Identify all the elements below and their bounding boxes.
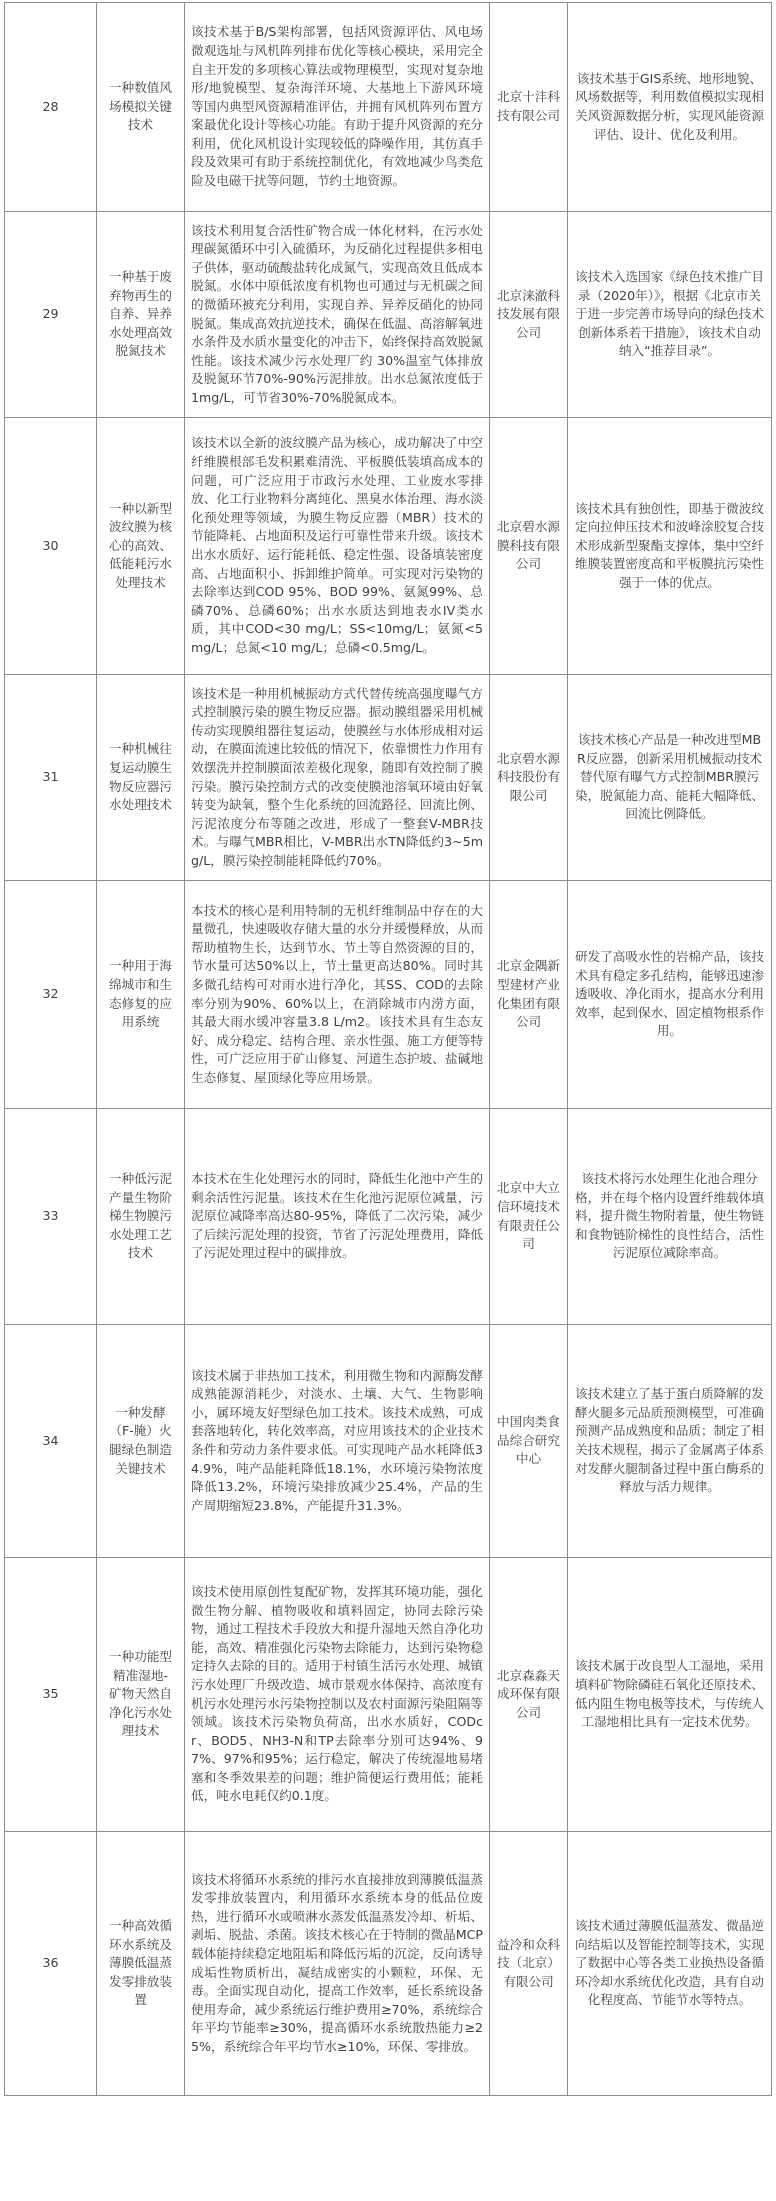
- table-row: [5, 418, 772, 675]
- technology-name: 一种基于废弃物再生的自养、异养水处理高效脱氮技术: [97, 212, 185, 418]
- table-row: [5, 1325, 772, 1558]
- table-row: [5, 212, 772, 418]
- technology-description: 本技术在生化处理污水的同时，降低生化池中产生的剩余活性污泥量。该技术在生化池污泥原位减量，污泥原位减降率高达80-95%，降低了二次污染，减少了后续污泥处理的投资，节省了污泥处理费用，降低了污泥处理过程中的碳排放。: [185, 1109, 490, 1325]
- row-number: 36: [5, 1832, 97, 2096]
- applicant-organization: 益冷和众科技（北京）有限公司: [490, 1832, 568, 2096]
- technology-feature: 该技术属于改良型人工湿地，采用填料矿物除磷硅石氧化还原技术、低内阻生物电极等技术，与传统人工湿地相比具有一定技术优势。: [568, 1558, 772, 1832]
- row-number: 34: [5, 1325, 97, 1558]
- technology-feature: 研发了高吸水性的岩棉产品，该技术具有稳定多孔结构，能够迅速渗透吸收、净化雨水，提高水分利用效率，起到保水、固定植物根系作用。: [568, 881, 772, 1109]
- technology-name: 一种发酵（F-腌）火腿绿色制造关键技术: [97, 1325, 185, 1558]
- technology-feature: 该技术将污水处理生化池合理分格，并在每个格内设置纤维载体填料，提升微生物附着量，使生物链和食物链阶梯性的良性结合，活性污泥原位减除率高。: [568, 1109, 772, 1325]
- applicant-organization: 北京中大立信环境技术有限责任公司: [490, 1109, 568, 1325]
- technology-name: 一种高效循环水系统及薄膜低温蒸发零排放装置: [97, 1832, 185, 2096]
- row-number: 29: [5, 212, 97, 418]
- technology-description: 该技术利用复合活性矿物合成一体化材料，在污水处理碳氮循环中引入硫循环，为反硝化过程提供多相电子供体，驱动硫酸盐转化成氮气，实现高效且低成本脱氮。水体中原低浓度有机物也可通过与无机碳之间的微循环被充分利用，实现自养、异养反硝化的协同脱氮。集成高效抗逆技术，确保在低温、高溶解氧进水条件及水质水量变化的冲击下，始终保持高效脱氮性能。该技术减少污水处理厂约 30%温室气体排放及脱氮环节70%-90%污泥排放。出水总氮浓度低于1mg/L，可节省30%-70%脱氮成本。: [185, 212, 490, 418]
- row-number: 28: [5, 3, 97, 212]
- technology-description: 该技术使用原创性复配矿物，发挥其环境功能，强化微生物分解、植物吸收和填料固定，协同去除污染物，通过工程技术手段放大和提升湿地天然自净化功能，高效、精准强化污染物去除能力，达到污染物稳定持久去除的目的。适用于村镇生活污水处理、城镇污水处理厂升级改造、城市景观水体保持、高浓度有机污水处理污水污染物控制以及农村面源污染阻隔等领域。该技术污染物负荷高，出水水质好，CODcr、BOD5、NH3-N和TP去除率分别可达94%、97%、97%和95%；运行稳定，解决了传统湿地易堵塞和冬季效果差的问题；维护简便运行费用低；能耗低，吨水电耗仅约0.1度。: [185, 1558, 490, 1832]
- row-number: 32: [5, 881, 97, 1109]
- technology-description: 该技术是一种用机械振动方式代替传统高强度曝气方式控制膜污染的膜生物反应器。振动膜组器采用机械传动实现膜组器往复运动，使膜丝与水体形成相对运动，在膜面流速比较低的情况下，依靠惯性力作用有效摆洗并控制膜面浓差极化现象，随即有效控制了膜污染。膜污染控制方式的改变使膜池溶氧环境由好氧转变为缺氧，整个生化系统的回流路径、回流比例、污泥浓度分布等随之改进，形成了一整套V-MBR技术。与曝气MBR相比，V-MBR出水TN降低约3~5mg/L，膜污染控制能耗降低约70%。: [185, 675, 490, 881]
- technology-feature: 该技术通过薄膜低温蒸发、微晶逆向结垢以及智能控制等技术，实现了数据中心等各类工业换热设备循环冷却水系统优化改造，具有自动化程度高、节能节水等特点。: [568, 1832, 772, 2096]
- row-number: 33: [5, 1109, 97, 1325]
- technology-table: [4, 2, 772, 2096]
- row-number: 30: [5, 418, 97, 675]
- technology-description: 该技术将循环水系统的排污水直接排放到薄膜低温蒸发零排放装置内，利用循环水系统本身的低品位废热，进行循环水或喷淋水蒸发低温蒸发冷却、析垢、剥垢、脱盐、杀菌。该技术核心在于特制的微晶MCP载体能持续稳定地阻垢和降低污垢的沉淀，反向诱导成垢性物质析出，凝结成密实的小颗粒，环保、无毒。全面实现自动化，提高工作效率，延长系统设备使用寿命，减少系统运行维护费用≥70%，系统综合年平均节能率≥30%，提高循环水系统散热能力≥25%，系统综合年平均节水≥10%，环保、零排放。: [185, 1832, 490, 2096]
- table-row: [5, 881, 772, 1109]
- applicant-organization: 北京涞澈科技发展有限公司: [490, 212, 568, 418]
- row-number: 35: [5, 1558, 97, 1832]
- applicant-organization: 中国肉类食品综合研究中心: [490, 1325, 568, 1558]
- technology-name: 一种用于海绵城市和生态修复的应用系统: [97, 881, 185, 1109]
- technology-description: 该技术基于B/S架构部署，包括风资源评估、风电场微观选址与风机阵列排布优化等核心模块，采用完全自主开发的多项核心算法或物理模型，实现对复杂地形/地貌模型、复杂海洋环境、大基地上下游风环境等国内典型风资源精准评估，并拥有风机阵列布置方案最优化设计等核心功能。有助于提升风资源的充分利用，优化风机设计实现较低的降噪作用，其仿真手段及效果可有助于系统控制优化，有效地减少鸟类危险及电磁干扰等问题，节约土地资源。: [185, 3, 490, 212]
- technology-feature: 该技术基于GIS系统、地形地貌、风场数据等，利用数值模拟实现相关风资源数据分析，实现风能资源评估、设计、优化及利用。: [568, 3, 772, 212]
- row-number: 31: [5, 675, 97, 881]
- table-row: [5, 1832, 772, 2096]
- technology-name: 一种数值风场模拟关键技术: [97, 3, 185, 212]
- applicant-organization: 北京碧水源膜科技有限公司: [490, 418, 568, 675]
- technology-name: 一种以新型波纹膜为核心的高效、低能耗污水处理技术: [97, 418, 185, 675]
- technology-description: 本技术的核心是利用特制的无机纤维制品中存在的大量微孔，快速吸收存储大量的水分并缓慢释放，从而帮助植物生长，达到节水、节土等自然资源的目的，节水量可达50%以上，节土量更高达80%。同时其多微孔结构可对雨水进行净化，其SS、COD的去除率分别为90%、60%以上，在消除城市内涝方面，其最大雨水缓冲容量3.8 L/m2。该技术具有生态友好、成分稳定、结构合理、亲水性强、施工方便等特性，可广泛应用于矿山修复、河道生态护坡、盐碱地生态修复、屋顶绿化等应用场景。: [185, 881, 490, 1109]
- technology-name: 一种低污泥产量生物阶梯生物膜污水处理工艺技术: [97, 1109, 185, 1325]
- technology-description: 该技术以全新的波纹膜产品为核心，成功解决了中空纤维膜根部毛发积累难清洗、平板膜低装填高成本的问题，可广泛应用于市政污水处理、工业废水零排放、化工行业物料分离纯化、黑臭水体治理、海水淡化预处理等领域，为膜生物反应器（MBR）技术的节能降耗、占地面积及运行可靠性带来升级。该技术出水水质好、运行能耗低、稳定性强、设备填装密度高、占地面积小、拆卸维护简单。可实现对污染物的去除率达到COD 95%、BOD 99%、氨氮99%、总磷70%、总磷60%；出水水质达到地表水IV类水质，其中COD<30 mg/L；SS<10mg/L；氨氮<5mg/L；总氮<10 mg/L；总磷<0.5mg/L。: [185, 418, 490, 675]
- applicant-organization: 北京森淼天成环保有限公司: [490, 1558, 568, 1832]
- technology-feature: 该技术核心产品是一种改进型MBR反应器，创新采用机械振动技术替代原有曝气方式控制MBR膜污染，脱氮能力高、能耗大幅降低、回流比例降低。: [568, 675, 772, 881]
- applicant-organization: 北京碧水源科技股份有限公司: [490, 675, 568, 881]
- technology-description: 该技术属于非热加工技术，利用微生物和内源酶发酵成熟能源消耗少，对淡水、土壤、大气、生物影响小，属环境友好型绿色加工技术。该技术成熟，可成套落地转化，转化效率高，对应用该技术的企业技术条件和劳动力条件要求低。可实现吨产品水耗降低34.9%，吨产品能耗降低18.1%，水环境污染物浓度降低13.2%，环境污染排放减少25.4%，产品的生产周期缩短23.8%，产能提升31.3%。: [185, 1325, 490, 1558]
- table-row: [5, 1109, 772, 1325]
- table-row: [5, 3, 772, 212]
- technology-feature: 该技术建立了基于蛋白质降解的发酵火腿多元品质预测模型，可准确预测产品成熟度和品质；制定了相关技术规程，揭示了金属离子体系对发酵火腿制备过程中蛋白酶系的释放与活力规律。: [568, 1325, 772, 1558]
- table-row: [5, 675, 772, 881]
- applicant-organization: 北京十沣科技有限公司: [490, 3, 568, 212]
- technology-feature: 该技术具有独创性，即基于微波纹定向拉伸压技术和波峰涂胶复合技术形成新型聚酯支撑体，集中空纤维膜装置密度高和平板膜抗污染性强于一体的优点。: [568, 418, 772, 675]
- applicant-organization: 北京金隅新型建材产业化集团有限公司: [490, 881, 568, 1109]
- technology-name: 一种机械往复运动膜生物反应器污水处理技术: [97, 675, 185, 881]
- technology-name: 一种功能型精准湿地-矿物天然自净化污水处理技术: [97, 1558, 185, 1832]
- technology-feature: 该技术入选国家《绿色技术推广目录（2020年）》，根据《北京市关于进一步完善市场导向的绿色技术创新体系若干措施》，该技术自动纳入“推荐目录”。: [568, 212, 772, 418]
- table-row: [5, 1558, 772, 1832]
